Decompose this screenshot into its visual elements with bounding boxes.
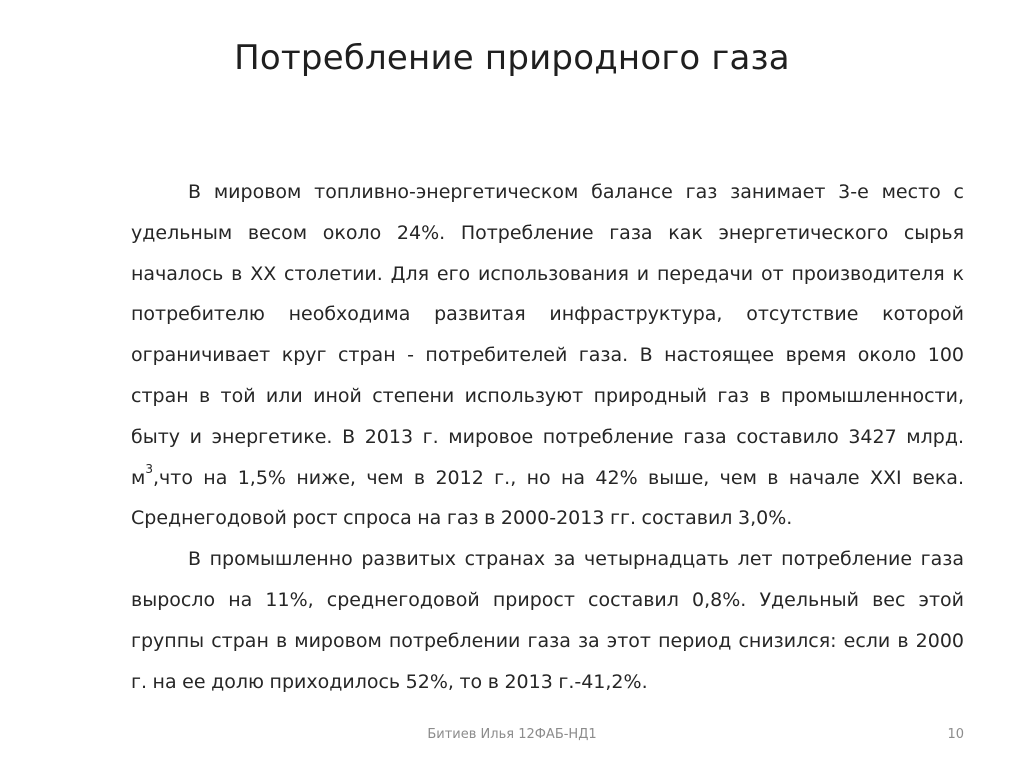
paragraph-1-line-4: потребителю необходима развитая инфраструктура, отсутствие которой	[131, 303, 964, 326]
paragraph-1-line-7: быту и энергетике. В 2013 г. мировое потребление газа составило 3427 млрд.	[131, 425, 964, 448]
unit-superscript: 3	[145, 462, 153, 477]
page-number: 10	[947, 727, 964, 742]
paragraph-1	[74, 172, 964, 539]
paragraph-1-line-3: началось в XX столетии. Для его использования и передачи от производителя к	[131, 262, 964, 285]
paragraph-2-line-3: группы стран в мировом потреблении газа за этот период снизился: если в 2000	[131, 629, 964, 652]
paragraph-1-line-1: В мировом топливно-энергетическом балансе газ занимает 3-е место с	[188, 181, 964, 203]
paragraph-1-line-5: ограничивает круг стран - потребителей газа. В настоящее время около 100	[131, 344, 964, 367]
unit-m: м	[131, 466, 146, 489]
paragraph-2	[74, 539, 964, 702]
paragraph-1-line-9: Среднегодовой рост спроса на газ в 2000-2013 гг. составил 3,0%.	[131, 507, 793, 530]
paragraph-1-line-6: стран в той или иной степени используют природный газ в промышленности,	[131, 384, 964, 407]
paragraph-1-line-2: удельным весом около 24%. Потребление газа как энергетического сырья	[131, 221, 964, 244]
paragraph-2-line-2: выросло на 11%, среднегодовой прирост составил 0,8%. Удельный вес этой	[131, 588, 964, 611]
paragraph-1-line-8	[74, 458, 964, 499]
paragraph-2-line-1: В промышленно развитых странах за четырнадцать лет потребление газа	[188, 548, 964, 571]
paragraph-2-line-4: г. на ее долю приходилось 52%, то в 2013 г.-41,2%.	[131, 670, 648, 693]
slide-title: Потребление природного газа	[234, 38, 790, 78]
footer-author: Битиев Илья 12ФАБ-НД1	[427, 727, 597, 742]
slide-body	[74, 172, 964, 702]
paragraph-1-line-8-text: ,что на 1,5% ниже, чем в 2012 г., но на 42% выше, чем в начале XXI века.	[152, 466, 964, 489]
